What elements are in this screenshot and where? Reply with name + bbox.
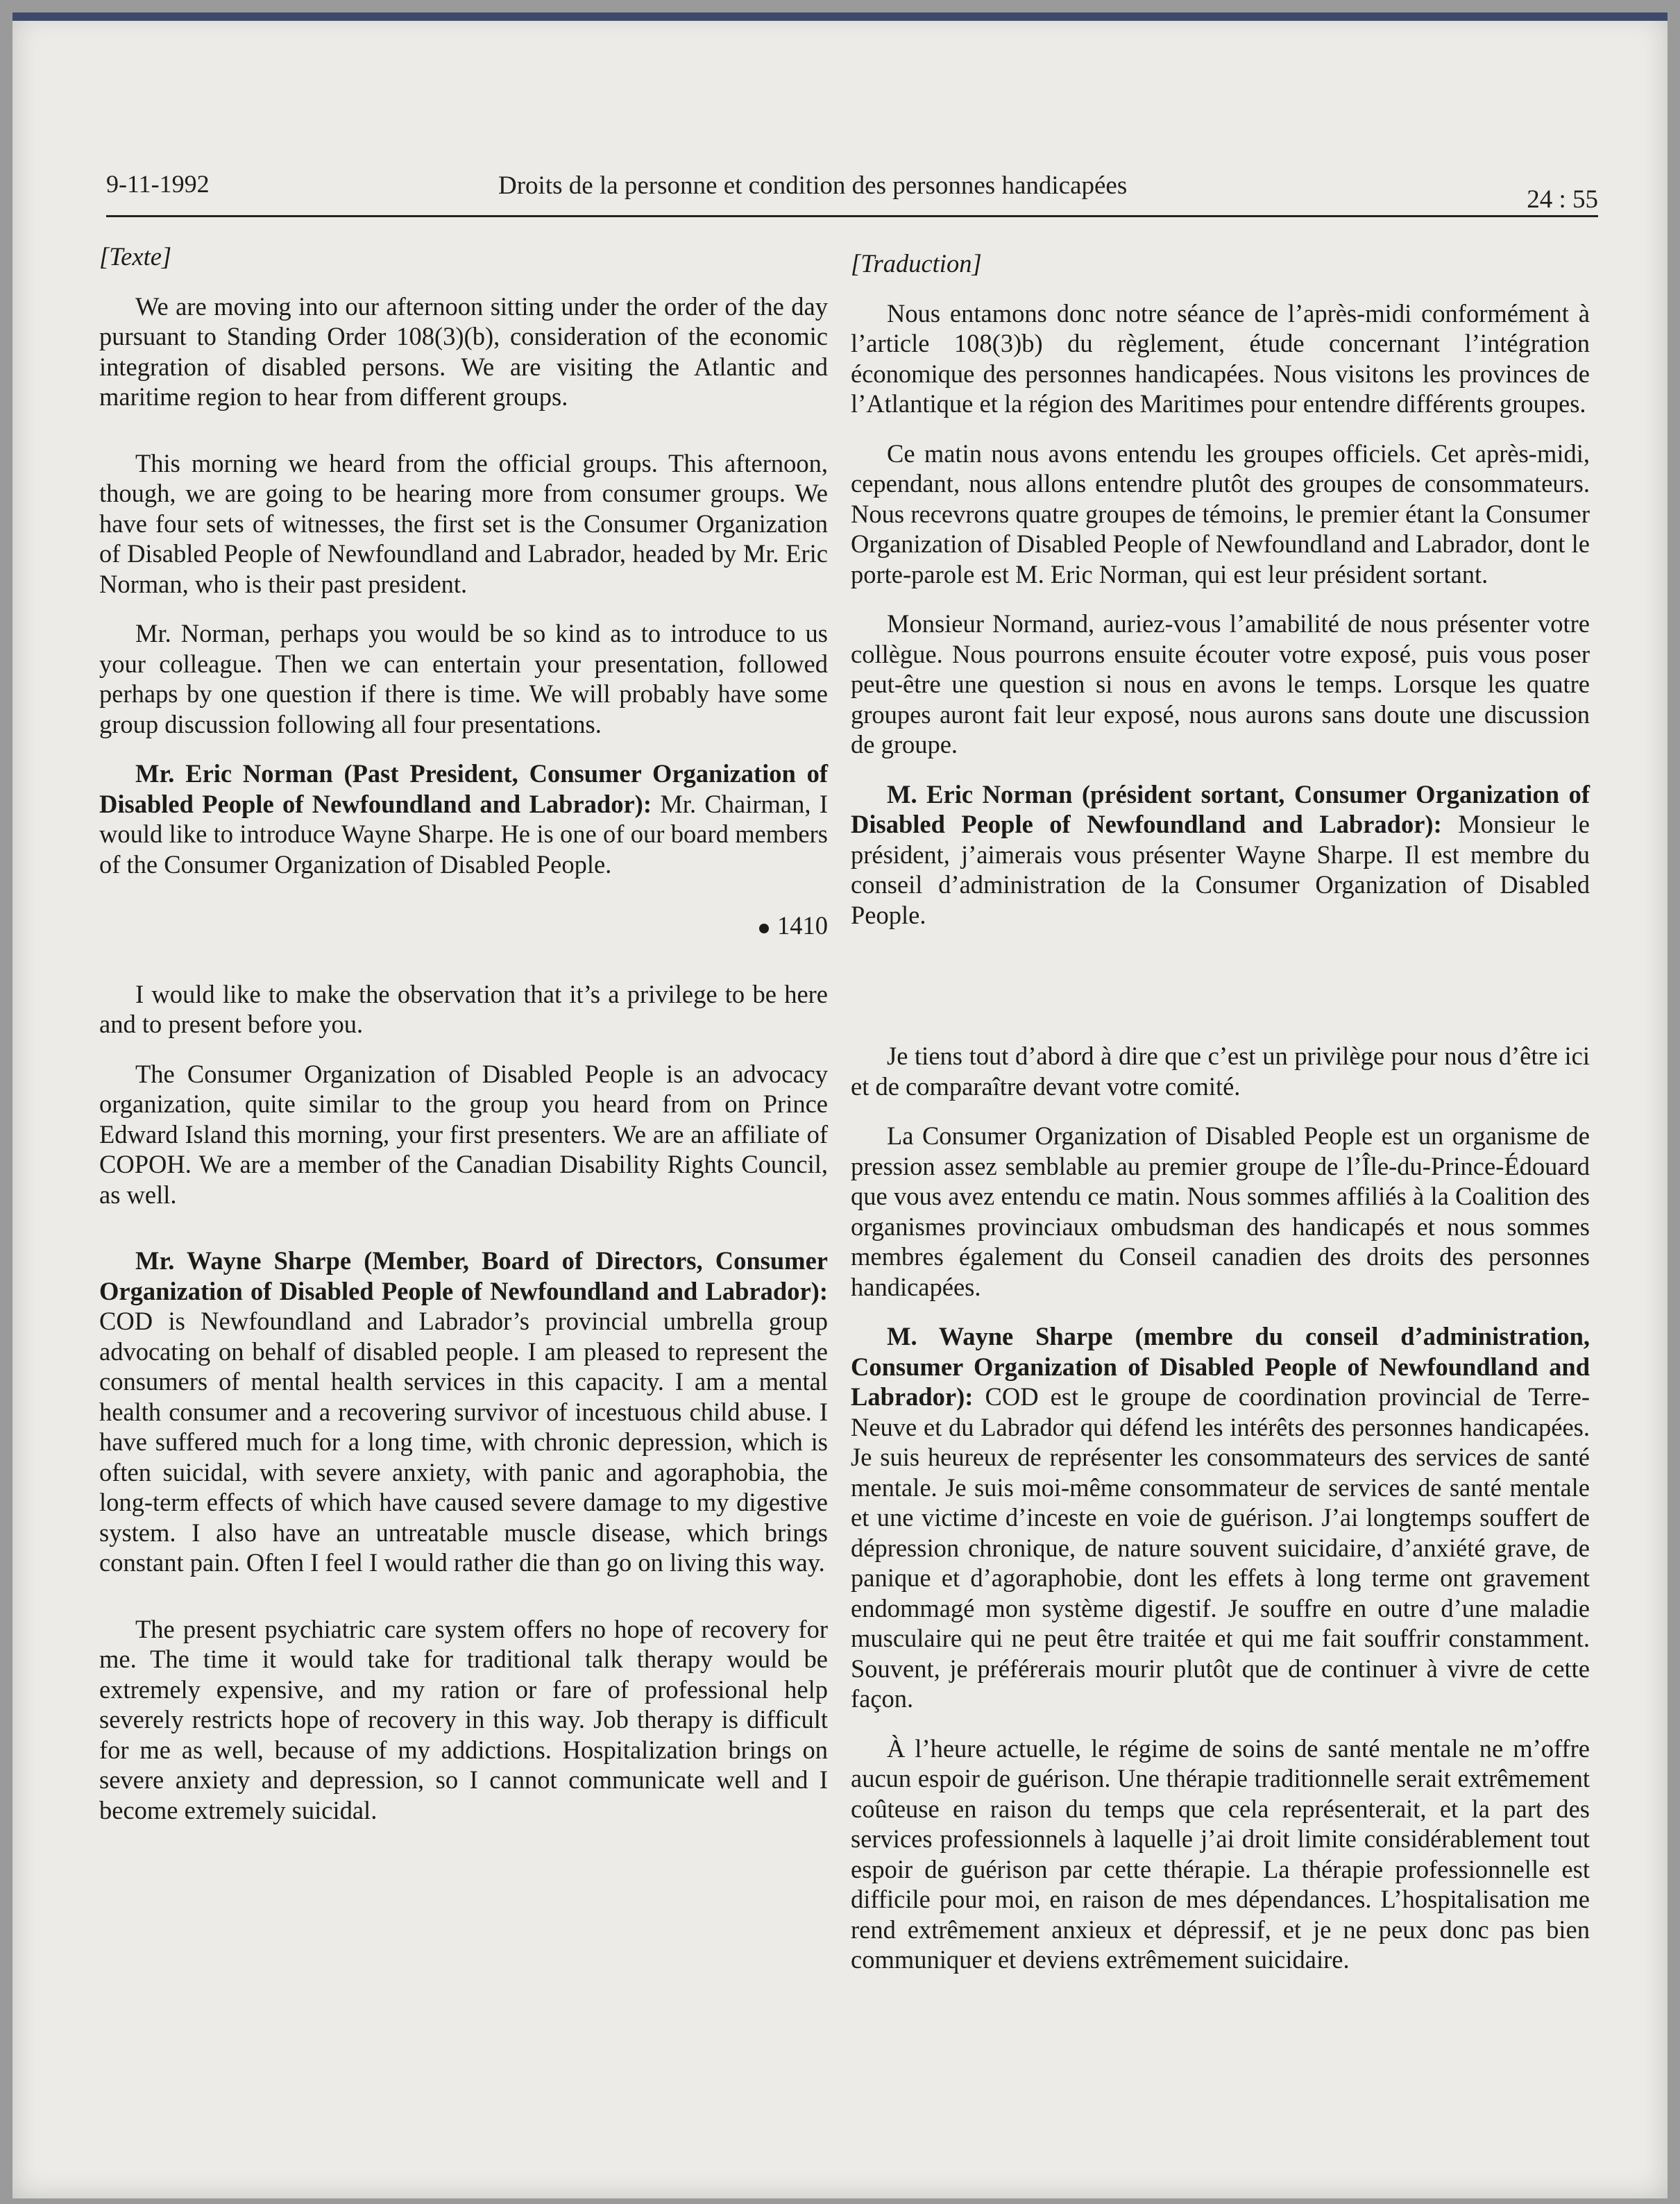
speaker-paragraph — [99, 758, 828, 879]
speaker-name: Mr. Wayne Sharpe (Member, Board of Directors, Consumer Organization of Disabled People of Newfoundland and Labrador): — [99, 1246, 828, 1305]
paragraph: The Consumer Organization of Disabled People is an advocacy organization, quite similar to the group you heard from on Prince Edward Island this morning, your first presenters. We are an affiliate of COPOH. We are a member of the Canadian Disability Rights Council, as well. — [99, 1059, 828, 1209]
paragraph: Ce matin nous avons entendu les groupes officiels. Cet après-midi, cependant, nous allons entendre plutôt des groupes de consommateurs. Nous recevrons quatre groupes de témoins, le premier étant la Consumer Organization of Disabled People of Newfoundland and Labrador, dont le porte-parole est M. Eric Norman, qui est leur président sortant. — [851, 439, 1590, 588]
paragraph: I would like to make the observation that it’s a privilege to be here and to present before you. — [99, 979, 828, 1038]
speaker-text: COD est le groupe de coordination provincial de Terre-Neuve et du Labrador qui défend les intérêts des personnes handicapées. Je suis heureux de représenter les consommateurs des services de santé mentale. Je suis moi-même consommateur de services de santé mentale et une victime d’inceste en voie de guérison. J’ai longtemps souffert de dépression chronique, de nature souvent suicidaire, d’anxiété grave, de panique et d’agoraphobie, dont les effets à long terme ont gravement endommagé mon système digestif. Je souffre en outre d’une maladie musculaire qui ne peut être traitée et qui me fait souffrir constamment. Souvent, je préférerais mourir plutôt que de continuer à vivre de cette façon. — [851, 1382, 1590, 1713]
french-column — [851, 248, 1590, 1994]
paragraph: This morning we heard from the official groups. This afternoon, though, we are going to be hearing more from consumer groups. We have four sets of witnesses, the first set is the Consumer Organization of Disabled People of Newfoundland and Labrador, headed by Mr. Eric Norman, who is their past president. — [99, 448, 828, 598]
speaker-name: Mr. Eric Norman (Past President, Consumer Organization of Disabled People of Newfoundland and Labrador): — [99, 759, 828, 818]
page-top-edge — [12, 12, 1668, 21]
header-date: 9-11-1992 — [106, 170, 210, 198]
column-label: [Traduction] — [851, 249, 982, 278]
time-marker-text: 1410 — [777, 911, 828, 940]
speaker-paragraph — [851, 1321, 1590, 1714]
paragraph: Mr. Norman, perhaps you would be so kind as to introduce to us your colleague. Then we can entertain your presentation, followed perhaps by one question if there is time. We will probably have some group discussion following all four presentations. — [99, 619, 828, 738]
document-page — [12, 12, 1668, 2198]
column-label: [Texte] — [99, 242, 172, 271]
speaker-name: M. Eric Norman (président sortant, Consumer Organization of Disabled People of Newfoundland and Labrador): — [851, 779, 1590, 838]
label-text: Traduction — [860, 249, 972, 278]
paragraph: We are moving into our afternoon sitting under the order of the day pursuant to Standing Order 108(3)(b), consideration of the economic integration of disabled persons. We are visiting the Atlantic and maritime region to hear from different groups. — [99, 291, 828, 411]
paragraph: Nous entamons donc notre séance de l’après-midi conformément à l’article 108(3)b) du règlement, étude concernant l’intégration économique des personnes handicapées. Nous visitons les provinces de l’Atlantique et la région des Maritimes pour entendre différents groupes. — [851, 298, 1590, 418]
english-column — [99, 241, 828, 1845]
header-title: Droits de la personne et condition des personnes handicapées — [498, 171, 1128, 200]
speaker-paragraph — [851, 779, 1590, 931]
label-text: Texte — [109, 242, 162, 271]
time-marker — [99, 910, 828, 941]
header-page-number: 24 : 55 — [1527, 185, 1598, 214]
speaker-text: Monsieur le président, j’aimerais vous présenter Wayne Sharpe. Il est membre du conseil d’administration de la Consumer Organization of Disabled People. — [851, 810, 1590, 929]
speaker-paragraph — [99, 1246, 828, 1578]
speaker-text: COD is Newfoundland and Labrador’s provincial umbrella group advocating on behalf of disabled people. I am pleased to represent the consumers of mental health services in this capacity. I am a mental health consumer and a recovering survivor of incestuous child abuse. I have suffered much for a long time, with chronic depression, which is often suicidal, with severe anxiety, with panic and agoraphobia, the long-term effects of which have caused severe damage to my digestive system. I also have an untreatable muscle disease, which brings constant pain. Often I feel I would rather die than go on living this way. — [99, 1307, 828, 1577]
speaker-name: M. Wayne Sharpe (membre du conseil d’administration, Consumer Organization of Disabled People of Newfoundland and Labrador): — [851, 1322, 1590, 1411]
bullet-icon — [759, 924, 769, 933]
paragraph: Monsieur Normand, auriez-vous l’amabilité de nous présenter votre collègue. Nous pourrons ensuite écouter votre exposé, puis vous poser peut-être une question si nous en avons le temps. Lorsque les quatre groupes auront fait leur exposé, nous aurons sans doute une discussion de groupe. — [851, 609, 1590, 758]
speaker-text: Mr. Chairman, I would like to introduce Wayne Sharpe. He is one of our board members of the Consumer Organization of Disabled People. — [99, 789, 829, 879]
paragraph: À l’heure actuelle, le régime de soins de santé mentale ne m’offre aucun espoir de guérison. Une thérapie traditionnelle serait extrêmement coûteuse en raison du temps que cela représenterait, et la part des services professionnels à laquelle j’ai droit limite considérablement tout espoir de guérison par cette thérapie. La thérapie professionnelle est difficile pour moi, en raison de mes dépendances. L’hospitalisation me rend extrêmement anxieux et dépressif, et je ne peux donc pas bien communiquer et deviens extrêmement suicidaire. — [851, 1733, 1590, 1974]
paragraph: La Consumer Organization of Disabled People est un organisme de pression assez semblable au premier groupe de l’Île-du-Prince-Édouard que vous avez entendu ce matin. Nous sommes affiliés à la Coalition des organismes provinciaux ombudsman des handicapés et nous sommes membres également du Conseil canadien des droits des personnes handicapées. — [851, 1121, 1590, 1301]
paragraph: The present psychiatric care system offers no hope of recovery for me. The time it would take for traditional talk therapy would be extremely expensive, and my ration or fare of professional help severely restricts hope of recovery in this way. Job therapy is difficult for me as well, because of my addictions. Hospitalization brings on severe anxiety and depression, so I cannot communicate well and I become extremely suicidal. — [99, 1614, 828, 1824]
page-header — [106, 167, 1598, 217]
paragraph: Je tiens tout d’abord à dire que c’est un privilège pour nous d’être ici et de comparaître devant votre comité. — [851, 1042, 1590, 1101]
